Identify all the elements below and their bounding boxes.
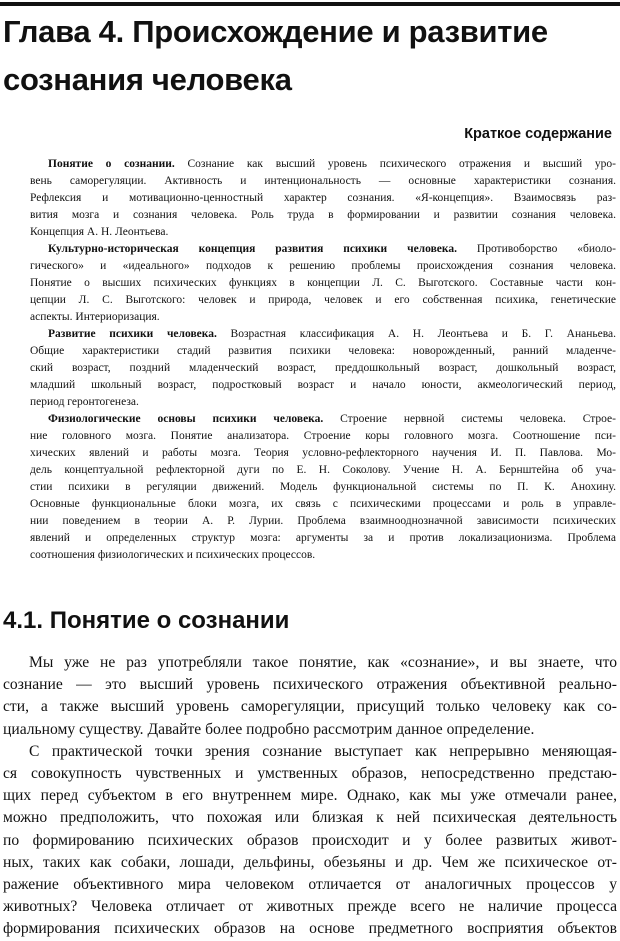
body-line: можно предположить, что похожая или близкая к ней психическая деятельность	[3, 809, 617, 827]
summary-line: стии психики в регуляции движений. Модель функциональной системы по П. К. Анохину.	[30, 481, 616, 493]
body-line: сознание — это высший уровень психического отражения объективной реально-	[3, 676, 617, 694]
summary-line: Понятие о высших психических функциях в концепции Л. С. Выготского. Составные части кон-	[30, 277, 616, 289]
body-line: по формированию психических образов происходит и у более развитых живот-	[3, 831, 617, 849]
summary-line: вития мозга и сознания человека. Роль труда в формировании и развитии сознания человека.	[30, 209, 616, 221]
body-line: ных, таких как собаки, лошади, дельфины, обезьяны и др. Чем же психическое от-	[3, 853, 617, 871]
summary-line: соотношения физиологических и психических процессов.	[30, 549, 316, 561]
summary-line: Понятие о сознании. Сознание как высший уровень психического отражения и высший уро-	[48, 158, 616, 170]
body-line: щих перед субъектом в его внутреннем мире. Однако, как мы уже отмечали ранее,	[3, 787, 617, 805]
body-line: ся совокупность чувственных и умственных образов, непосредственно предстаю-	[3, 765, 617, 783]
summary-heading: Краткое содержание	[464, 126, 612, 142]
chapter-title	[3, 8, 615, 104]
summary-line: гического» и «идеального» подходов к решению проблемы происхождения сознания человека.	[30, 260, 616, 272]
summary-line: Развитие психики человека. Возрастная классификация А. Н. Леонтьева и Б. Г. Ананьева.	[48, 328, 616, 340]
summary-line: Концепция А. Н. Леонтьева.	[30, 226, 169, 238]
top-rule	[0, 2, 620, 6]
summary-line: аспекты. Интериоризация.	[30, 311, 160, 323]
summary-line: период геронтогенеза.	[30, 396, 139, 408]
body-line: С практической точки зрения сознание выступает как непрерывно меняющая-	[29, 742, 617, 760]
body-line: сти, а также высший уровень саморегуляции, присущий только человеку как со-	[3, 698, 617, 716]
section-title: 4.1. Понятие о сознании	[3, 607, 290, 634]
summary-line: хических явлений и работы мозга. Теория условно-рефлекторного научения И. П. Павлова. Мо-	[30, 447, 616, 459]
body-line: ражение объективного мира человеком отличается от аналогичных процессов у	[3, 876, 617, 894]
summary-topic: Понятие о сознании.	[48, 158, 175, 170]
body-line: циальному существу. Давайте более подробно рассмотрим данное определение.	[3, 720, 535, 738]
summary-line: младший школьный возраст, подростковый возраст и начало юности, акмеологический период,	[30, 379, 616, 391]
summary-line: вень саморегуляции. Активность и интенциональность — основные характеристики сознания.	[30, 175, 616, 187]
summary-line: Физиологические основы психики человека. Строение нервной системы человека. Строе-	[48, 413, 616, 425]
summary-line: Культурно-историческая концепция развития психики человека. Противоборство «биоло-	[48, 243, 616, 255]
summary-topic: Физиологические основы психики человека.	[48, 413, 324, 425]
summary-line: Общие характеристики стадий развития психики человека: новорожденный, ранний младенче-	[30, 345, 616, 357]
summary-line: Основные функциональные блоки мозга, их связь с психическими процессами и роль в управле-	[30, 498, 616, 510]
body-text	[3, 652, 617, 941]
summary-line: дель концептуальной рефлекторной дуги по Е. Н. Соколову. Учение Н. А. Бернштейна об уча-	[30, 464, 616, 476]
chapter-summary	[30, 156, 616, 564]
chapter-title-line: сознания человека	[3, 62, 292, 97]
summary-line: Рефлексия и мотивационно-ценностный характер сознания. «Я-концепция». Взаимосвязь раз-	[30, 192, 616, 204]
chapter-title-line: Глава 4. Происхождение и развитие	[3, 14, 548, 49]
summary-line: цепции Л. С. Выготского: человек и природа, человек и его собственная психика, генетические	[30, 294, 616, 306]
summary-line: ние головного мозга. Понятие анализатора. Строение коры головного мозга. Соотношение пси-	[30, 430, 616, 442]
body-line: животных? Человека отличает от животных прежде всего не наличие процесса	[3, 898, 617, 916]
summary-line: ский возраст, поздний младенческий возраст, преддошкольный возраст, дошкольный возраст,	[30, 362, 616, 374]
summary-topic: Культурно-историческая концепция развития психики человека.	[48, 243, 457, 255]
summary-topic: Развитие психики человека.	[48, 328, 217, 340]
summary-line: нии поведением в теории А. Р. Лурии. Проблема взаимнооднозначной зависимости психических	[30, 515, 616, 527]
body-line: формирования психических образов на основе предметного восприятия объектов	[3, 920, 617, 938]
body-line: Мы уже не раз употребляли такое понятие, как «сознание», и вы знаете, что	[29, 654, 617, 671]
summary-line: явлений и определенных структур мозга: аргументы за и против локализационизма. Проблема	[30, 532, 616, 544]
